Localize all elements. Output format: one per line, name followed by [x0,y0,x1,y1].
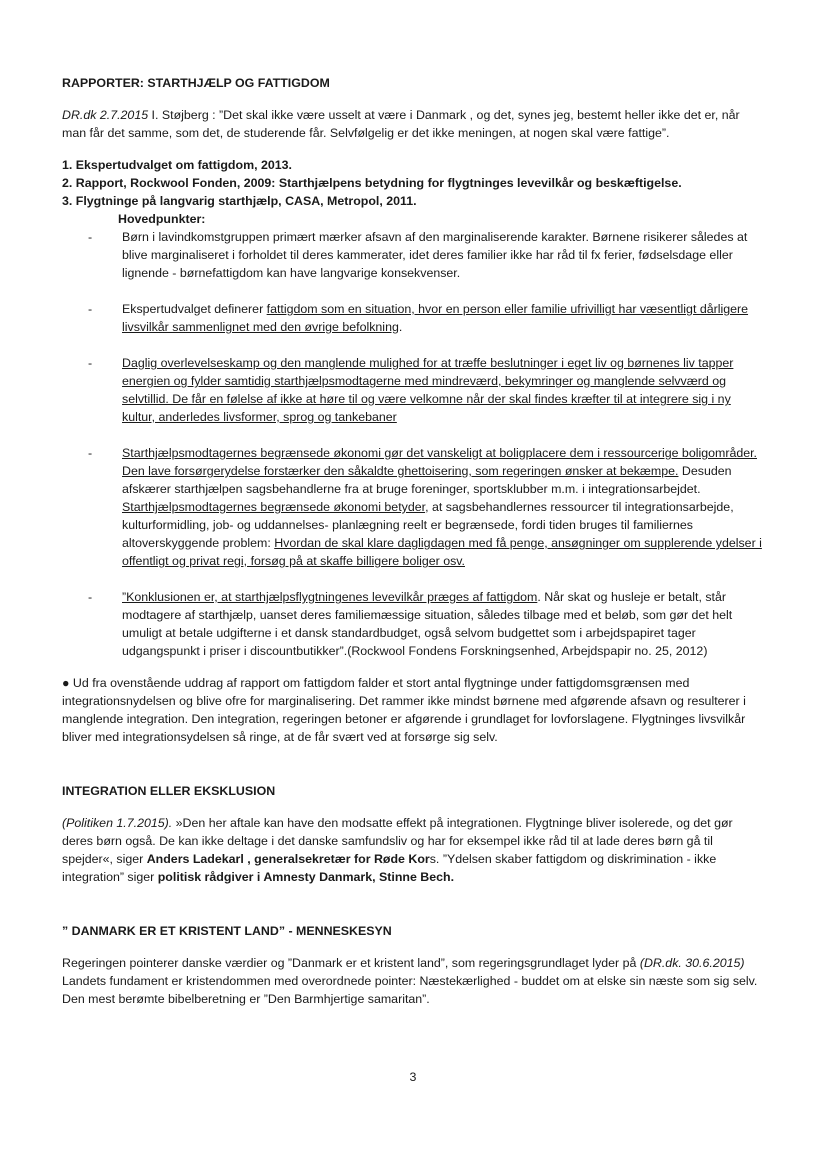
document-page [62,74,762,1008]
bullet-4 [62,444,762,570]
bullet-4-text-2: , at sagsbehandlernes ressourcer til integrationsarbejde, kulturformidling, job- og uddannelses- planlægning reelt er begrænsede, fordi tiden bruges til familiernes altoverskyggende problem: [122,500,734,550]
bullet-1-text: Børn i lavindkomstgruppen primært mærker afsavn af den marginaliserende karakter. Børnene risikerer således at blive marginaliseret i forholdet til deres kammerater, idet deres familier ikke har råd til fx ferier, fødselsdage eller lignende - børnefattigdom kan have langvarige konsekvenser. [122,230,748,280]
bullet-4-underlined-2: Starthjælpsmodtagernes begrænsede økonomi betyder [122,500,426,514]
bullet-2-text-a: Ekspertudvalget definerer [122,302,267,316]
report-item-2: 2. Rapport, Rockwool Fonden, 2009: Starthjælpens betydning for flygtninges levevilkår og beskæftigelse. [62,176,682,190]
bullet-5-underlined: ”Konklusionen er, at starthjælpsflygtningenes levevilkår præges af fattigdom [122,590,538,604]
dash: - [88,230,93,244]
dash: - [88,356,93,370]
menneskesyn-text-1: Regeringen pointerer danske værdier og ”Danmark er et kristent land”, som regeringsgrundlaget lyder på [62,956,640,970]
menneskesyn-text-2: Landets fundament er kristendommen med overordnede pointer: Næstekærlighed - buddet om at elske sin næste som sig selv. Den mest berømte bibelberetning er ”Den Barmhjertige samaritan”. [62,974,758,1006]
bullet-3-underlined: Daglig overlevelseskamp og den manglende mulighed for at træffe beslutninger i eget liv og børnenes liv tapper energien og fylder samtidig starthjælpsmodtagerne med mindreværd, bekymringer og manglende selvværd og selvtillid. De får en følelse af ikke at høre til og være velkomne når der skal findes kræfter til at integrere sig i ny kultur, anderledes livsformer, sprog og tankebaner [122,356,734,424]
dash: - [88,302,93,316]
menneskesyn-source: (DR.dk. 30.6.2015) [639,956,745,970]
bullet-2-text-b: . [398,320,403,334]
intro-paragraph [62,106,762,142]
bullet-4-text-1: Desuden afskærer starthjælpen sagsbehandlerne fra at bruge foreninger, sportsklubber m.m. i integrationsarbejdet. [122,464,732,496]
report-item-1: 1. Ekspertudvalget om fattigdom, 2013. [62,158,292,172]
integration-text-2: s. ”Ydelsen skaber fattigdom og diskrimination - ikke integration” siger [62,852,717,884]
dash: - [88,590,93,604]
page-number: 3 [409,1070,417,1084]
integration-paragraph [62,814,762,886]
integration-text-1: »Den her aftale kan have den modsatte effekt på integrationen. Flygtninge bliver isolerede, og det gør deres børn også. De kan ikke deltage i det danske samfundsliv og har for eksempel ikke råd til at lade deres børn gå til spejder«, siger [62,816,733,866]
section-heading-integration: INTEGRATION ELLER EKSKLUSION [62,784,276,798]
report-list [62,156,762,210]
bullet-4-underlined-3: Hvordan de skal klare dagligdagen med få penge, ansøgninger om supplerende ydelser i offentligt og privat regi, forsøg på at skaffe billigere boliger osv. [122,536,762,568]
summary-paragraph: ● Ud fra ovenstående uddrag af rapport om fattigdom falder et stort antal flygtninge under fattigdomsgrænsen med integrationsnydelsen og blive ofre for marginalisering. Det rammer ikke mindst børnene med afgørende afsavn og resulterer i manglende integration. Den integration, regeringen betoner er afgørende i grundlaget for lovforslagene. Flygtninges livsvilkår bliver med integrationsydelsen så ringe, at de får svært ved at forsørge sig selv. [62,676,746,744]
integration-bold-2: politisk rådgiver i Amnesty Danmark, Stinne Bech. [157,870,455,884]
bullet-5 [62,588,762,660]
bullet-2 [62,300,762,336]
main-points-heading: Hovedpunkter: [118,212,206,226]
section-heading-menneskesyn: ” DANMARK ER ET KRISTENT LAND” - MENNESKESYN [62,924,392,938]
bullet-3 [62,354,762,426]
bullet-4-underlined-1: Starthjælpsmodtagernes begrænsede økonomi gør det vanskeligt at boligplacere dem i ressourcerige boligområder. Den lave forsørgerydelse forstærker den såkaldte ghettoisering, som regeringen ønsker at bekæmpe. [122,446,758,478]
bullet-1 [62,228,762,282]
intro-source: DR.dk 2.7.2015 [62,108,149,122]
integration-bold-1: Anders Ladekarl , generalsekretær for Røde Kor [146,852,430,866]
bullet-2-underlined: fattigdom som en situation, hvor en person eller familie ufrivilligt har væsentligt dårligere livsvilkår sammenlignet med den øvrige befolkning [122,302,749,334]
menneskesyn-paragraph [62,954,762,1008]
section-heading-rapporter: RAPPORTER: STARTHJÆLP OG FATTIGDOM [62,76,330,90]
report-item-3: 3. Flygtninge på langvarig starthjælp, CASA, Metropol, 2011. [62,194,417,208]
integration-source: (Politiken 1.7.2015). [62,816,173,830]
bullet-5-text: . Når skat og husleje er betalt, står modtagere af starthjælp, uanset deres familiemæssige situation, således tilbage med et beløb, som gør det helt umuligt at betale udgifterne i et dansk standardbudget, også selvom budgettet som i arbejdspapiret tager udgangspunkt i priser i discountbutikker”.(Rockwool Fondens Forskningsenhed, Arbejdspapir no. 25, 2012) [122,590,733,658]
intro-text: I. Støjberg : ”Det skal ikke være usselt at være i Danmark , og det, synes jeg, bestemt heller ikke det er, når man får det samme, som det, de studerende får. Selvfølgelig er det ikke meningen, at nogen skal være fattige”. [62,108,740,140]
dash: - [88,446,93,460]
